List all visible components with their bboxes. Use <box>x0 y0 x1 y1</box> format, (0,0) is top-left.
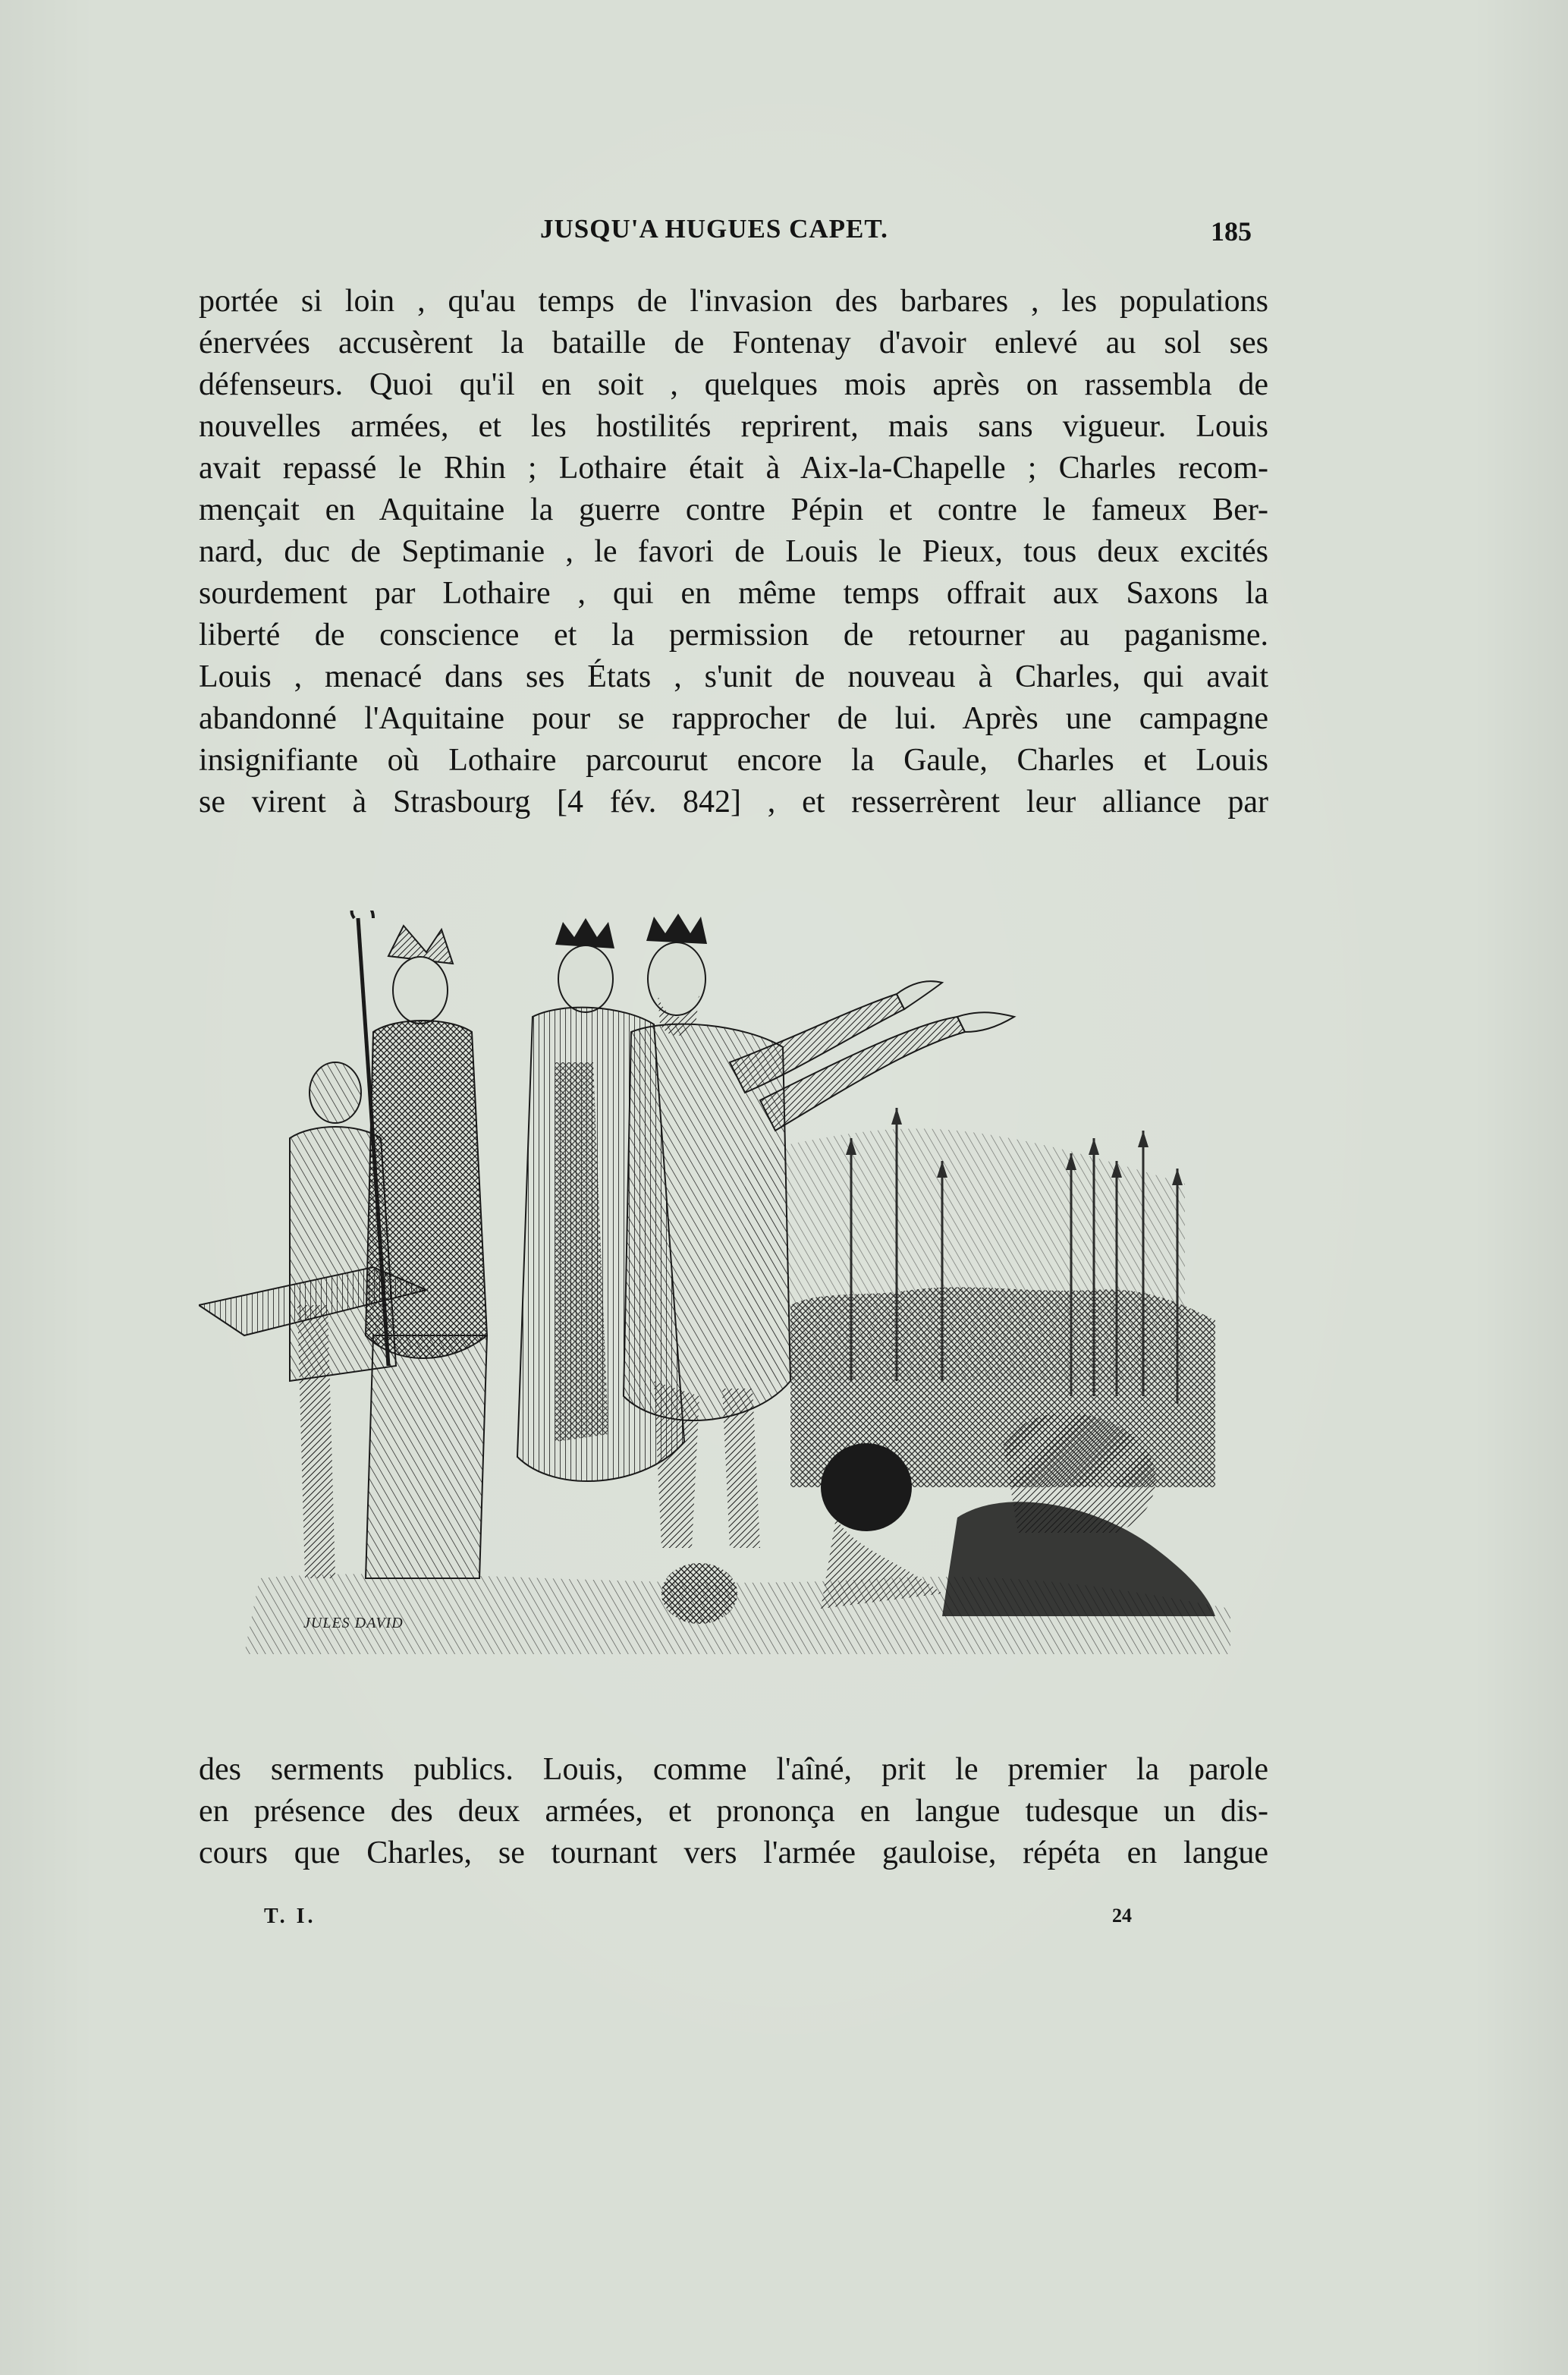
text-line: abandonné l'Aquitaine pour se rapprocher de lui. Après une campagne <box>199 701 1268 736</box>
engraving-svg <box>199 911 1268 1669</box>
volume-mark: T. I. <box>264 1905 316 1928</box>
text-line: insignifiante où Lothaire parcourut encore la Gaule, Charles et Louis <box>199 743 1268 778</box>
text-line: nouvelles armées, et les hostilités reprirent, mais sans vigueur. Louis <box>199 409 1268 444</box>
text-line: sourdement par Lothaire , qui en même temps offrait aux Saxons la <box>199 576 1268 611</box>
text-line: portée si loin , qu'au temps de l'invasion des barbares , les populations <box>199 284 1268 319</box>
page-number: 185 <box>1211 216 1252 247</box>
text-line: défenseurs. Quoi qu'il en soit , quelques mois après on rassembla de <box>199 367 1268 402</box>
bishop-figure <box>352 911 487 1578</box>
bottom-paragraph <box>199 1749 1268 1874</box>
text-line: avait repassé le Rhin ; Lothaire était à Aix-la-Chapelle ; Charles recom- <box>199 451 1268 486</box>
text-line: des serments publics. Louis, comme l'aîné, prit le premier la parole <box>199 1752 1268 1787</box>
text-line: énervées accusèrent la bataille de Fontenay d'avoir enlevé au sol ses <box>199 326 1268 360</box>
text-line: nard, duc de Septimanie , le favori de Louis le Pieux, tous deux excités <box>199 534 1268 569</box>
running-title: JUSQU'A HUGUES CAPET. <box>540 214 888 244</box>
text-line: Louis , menacé dans ses États , s'unit de nouveau à Charles, qui avait <box>199 659 1268 694</box>
text-line: mençait en Aquitaine la guerre contre Pépin et contre le fameux Ber- <box>199 492 1268 527</box>
text-line: cours que Charles, se tournant vers l'armée gauloise, répéta en langue <box>199 1836 1268 1870</box>
text-line: en présence des deux armées, et prononça en langue tudesque un dis- <box>199 1794 1268 1829</box>
engraver-signature: JULES DAVID <box>303 1615 404 1631</box>
signature-mark: 24 <box>1112 1905 1132 1927</box>
engraving-illustration <box>199 911 1268 1669</box>
top-paragraph <box>199 281 1268 823</box>
text-line: liberté de conscience et la permission de retourner au paganisme. <box>199 618 1268 653</box>
text-line: se virent à Strasbourg [4 fév. 842] , et resserrèrent leur alliance par <box>199 785 1268 819</box>
